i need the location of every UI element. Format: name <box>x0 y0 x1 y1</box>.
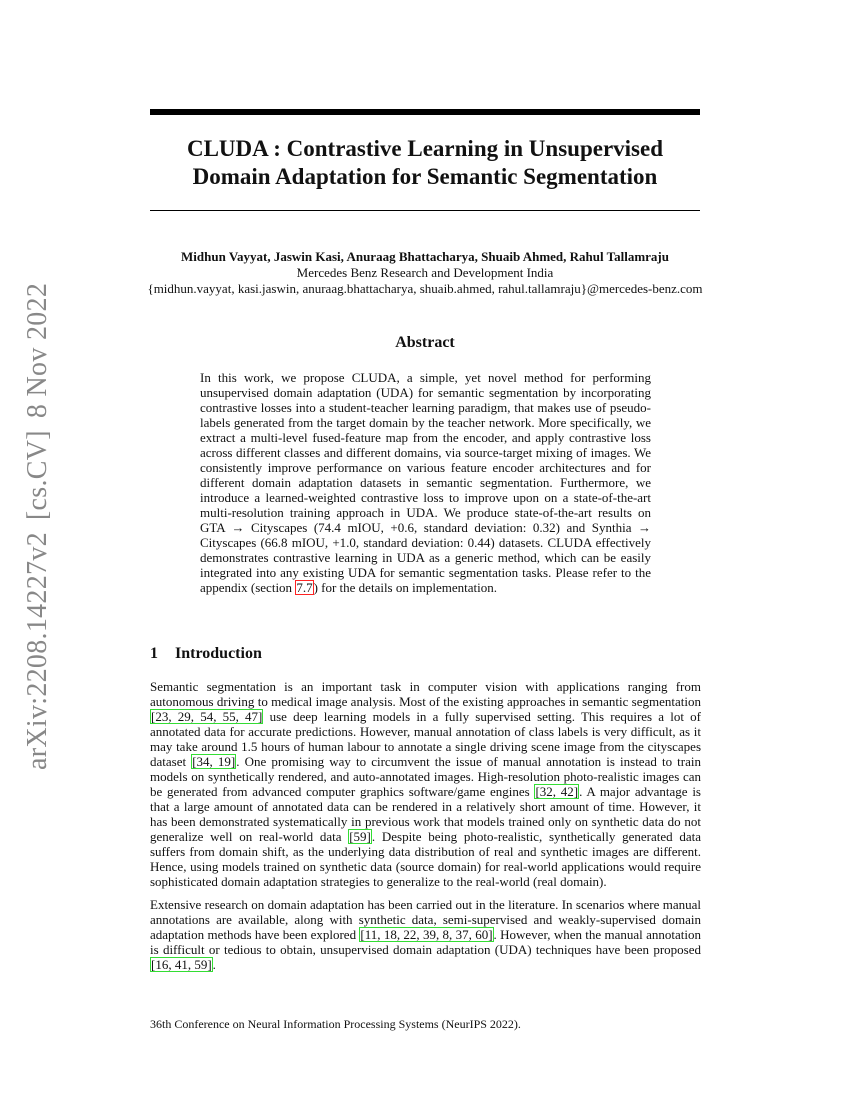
appendix-section-link[interactable]: 7.7 <box>296 580 313 595</box>
author-block <box>100 249 750 297</box>
paragraph-text: Semantic segmentation is an important task in computer vision with applications ranging from autonomous driving to medical image analysis. Most of the existing approaches in semantic segmentation <box>150 679 701 709</box>
paragraph <box>150 897 701 972</box>
abstract-body: In this work, we propose CLUDA, a simple, yet novel method for performing unsupervised domain adaptation (UDA) for semantic segmentation by incorporating contrastive losses into a student-teacher learning paradigm, that makes use of pseudo-labels generated from the target domain by the teacher network. More specifically, we extract a multi-level fused-feature map from the encoder, and apply contrastive loss across different classes and different domains, via source-target mixing of images. We consistently improve performance on various feature encoder architectures and for different domain adaptation datasets in semantic segmentation. Furthermore, we introduce a learned-weighted contrastive loss to improve upon on a state-of-the-art multi-resolution training approach in UDA. We produce state-of-the-art results on GTA → Cityscapes (74.4 mIOU, +0.6, standard deviation: 0.32) and Synthia → Cityscapes (66.8 mIOU, +1.0, standard deviation: 0.44) datasets. CLUDA effectively demonstrates contrastive learning in UDA as a generic method, which can be easily integrated into any existing UDA for semantic segmentation tasks. Please refer to the appendix (section <box>200 370 651 595</box>
title-line-1: CLUDA : Contrastive Learning in Unsupervised <box>186 136 663 161</box>
paragraph-text: Extensive research on domain adaptation has been carried out in the literature. In scenarios where manual annotations are available, along with synthetic data, semi-supervised and weakly-supervised domain adaptation methods have been explored <box>150 897 701 942</box>
abstract-body-end: ) for the details on implementation. <box>313 580 497 595</box>
paragraph-text: . One promising way to circumvent the issue of manual annotation is instead to train models on synthetically rendered, and auto-annotated images. High-resolution photo-realistic images can be generated from advanced computer graphics software/game engines <box>150 754 702 799</box>
abstract-text <box>200 370 651 595</box>
paragraph-text: . A major advantage is that a large amount of annotated data can be rendered in a relatively short amount of time. However, it has been demonstrated systematically in previous work that models trained only on synthetic data do not generalize well on real-world data <box>150 784 701 844</box>
paragraph <box>150 679 701 889</box>
author-affiliation: Mercedes Benz Research and Development India <box>296 265 554 280</box>
citation-link[interactable]: [59] <box>349 829 371 844</box>
paragraph-text: . However, when the manual annotation is difficult or tedious to obtain, unsupervised domain adaptation (UDA) techniques have been proposed <box>150 927 701 957</box>
title-bottom-rule <box>150 210 700 211</box>
citation-link[interactable]: [11, 18, 22, 39, 8, 37, 60] <box>360 927 493 942</box>
introduction-body <box>150 679 701 980</box>
abstract-heading: Abstract <box>395 334 455 351</box>
citation-link[interactable]: [34, 19] <box>192 754 236 769</box>
citation-link[interactable]: [23, 29, 54, 55, 47] <box>151 709 263 724</box>
section-number: 1 <box>150 645 158 662</box>
paragraph-text: . <box>212 957 216 972</box>
citation-link[interactable]: [16, 41, 59] <box>151 957 212 972</box>
section-heading-introduction <box>150 645 262 663</box>
paper-title <box>150 135 700 191</box>
author-names: Midhun Vayyat, Jaswin Kasi, Anuraag Bhattacharya, Shuaib Ahmed, Rahul Tallamraju <box>181 249 669 264</box>
arxiv-identifier <box>22 283 54 770</box>
author-emails: {midhun.vayyat, kasi.jaswin, anuraag.bhattacharya, shuaib.ahmed, rahul.tallamraju}@mercedes-benz.com <box>147 281 703 296</box>
citation-link[interactable]: [32, 42] <box>535 784 579 799</box>
title-top-rule <box>150 109 700 115</box>
arxiv-category: [cs.CV] <box>22 430 53 521</box>
section-title: Introduction <box>175 645 262 662</box>
title-line-2: Domain Adaptation for Semantic Segmentation <box>192 164 658 189</box>
conference-footnote: 36th Conference on Neural Information Processing Systems (NeurIPS 2022). <box>150 1017 521 1031</box>
paragraph-text: use deep learning models in a fully supervised setting. This requires a lot of annotated data for accurate predictions. However, manual annotation of class labels is very difficult, as it may take around 1.5 hours of human labour to annotate a single driving scene image from the cityscapes dataset <box>150 709 701 769</box>
arxiv-id: arXiv:2208.14227v2 <box>22 532 53 770</box>
arxiv-date: 8 Nov 2022 <box>22 282 53 419</box>
paragraph-text: . Despite being photo-realistic, synthetically generated data suffers from domain shift, as the underlying data distribution of real and synthetic images are different. Hence, using models trained on synthetic data (source domain) for real-world applications would require sophisticated domain adaptation strategies to generalize to the real-world (real domain). <box>150 829 702 889</box>
